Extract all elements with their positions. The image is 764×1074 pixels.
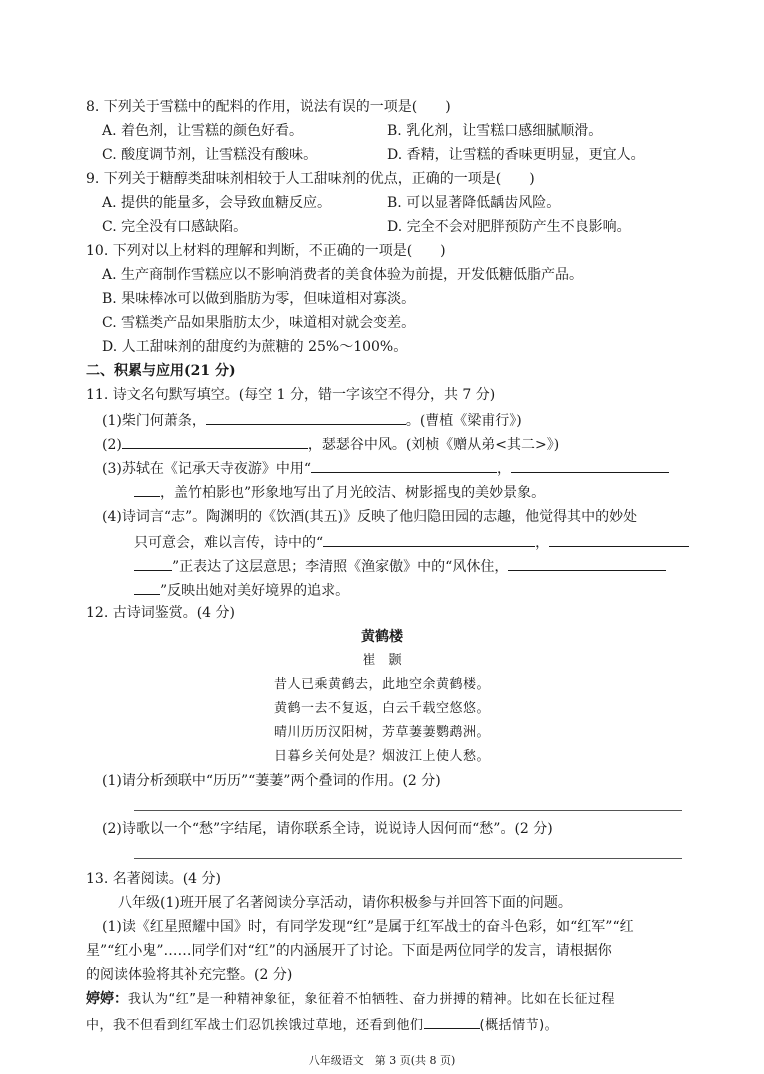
q11-1-text-b: 。(曹植《梁甫行》): [405, 413, 522, 429]
q10-option-c: C. 雪糕类产品如果脂肪太少，味道相对就会变差。: [102, 315, 416, 331]
q10-stem: 10. 下列对以上材料的理解和判断，不正确的一项是( ): [86, 243, 446, 259]
q11-1-text-a: (1)柴门何萧条，: [102, 413, 206, 429]
q11-3-blank-1[interactable]: [311, 458, 497, 473]
q13-tingting-line-1: [86, 990, 615, 1009]
q8-option-d: D. 香精，让雪糕的香味更明显，更宜人。: [387, 147, 645, 163]
q11-2-blank[interactable]: [122, 434, 308, 449]
q13-intro: 八年级(1)班开展了名著阅读分享活动，请你积极参与并回答下面的问题。: [118, 895, 572, 911]
q8-option-a: A. 着色剂，让雪糕的颜色好看。: [102, 123, 304, 139]
q12-sub-2: (2)诗歌以一个“愁”字结尾，请你联系全诗，说说诗人因何而“愁”。(2 分): [102, 821, 553, 837]
q11-4-text-b: 只可意会，难以言传，诗中的“: [134, 535, 324, 551]
q9-stem: 9. 下列关于糖醇类甜味剂相较于人工甜味剂的优点，正确的一项是( ): [86, 171, 535, 187]
q10-option-b: B. 果味棒冰可以做到脂肪为零，但味道相对寡淡。: [102, 291, 416, 307]
q11-item-2: [102, 434, 559, 454]
q13-tingting-text-2b: (概括情节)。: [479, 1018, 559, 1033]
q11-4-blank-3-cont[interactable]: [134, 580, 160, 595]
q12-stem: 12. 古诗词鉴赏。(4 分): [86, 605, 235, 621]
q11-3-text-c: ，盖竹柏影也”形象地写出了月光皎洁、树影摇曳的美妙景象。: [160, 485, 546, 501]
q8-stem: 8. 下列关于雪糕中的配料的作用，说法有误的一项是( ): [86, 99, 451, 115]
q11-item-4-line2: [134, 532, 689, 552]
q11-3-comma: ，: [497, 461, 511, 477]
q9-option-a: A. 提供的能量多，会导致血糖反应。: [102, 195, 332, 211]
q9-option-d: D. 完全不会对肥胖预防产生不良影响。: [387, 219, 631, 235]
q11-2-text-b: ，瑟瑟谷中风。(刘桢《赠从弟<其二>》): [307, 437, 560, 453]
q11-4-comma: ，: [535, 535, 550, 551]
q11-item-3: [102, 458, 669, 478]
q11-4-blank-3[interactable]: [508, 556, 666, 571]
q11-4-text-d: ”正表达了这层意思；李清照《渔家傲》中的“风休住，: [172, 559, 509, 575]
poem-line: 日暮乡关何处是？烟波江上使人愁。: [273, 749, 490, 764]
q10-option-a: A. 生产商制作雪糕应以不影响消费者的美食体验为前提，开发低糖低脂产品。: [102, 267, 584, 283]
q9-option-c: C. 完全没有口感缺陷。: [102, 219, 248, 235]
q11-3-blank-2[interactable]: [511, 458, 669, 473]
q11-item-4-line3: [134, 556, 666, 576]
q8-option-c: C. 酸度调节剂，让雪糕没有酸味。: [102, 147, 318, 163]
q13-stem: 13. 名著阅读。(4 分): [86, 871, 221, 887]
q12-answer-line-1[interactable]: [134, 810, 682, 811]
section-heading: 二、积累与应用(21 分): [86, 363, 236, 379]
q11-4-text-e: ”反映出她对美好境界的追求。: [160, 583, 350, 599]
poem-line: 昔人已乘黄鹤去，此地空余黄鹤楼。: [273, 677, 490, 692]
q11-2-text-a: (2): [102, 437, 122, 453]
q13-tingting-text-2a: 中，我不但看到红军战士们忍饥挨饿过草地，还看到他们: [86, 1018, 424, 1033]
poem-line: 黄鹤一去不复返，白云千载空悠悠。: [273, 701, 490, 716]
q13-blank[interactable]: [424, 1014, 480, 1029]
q11-4-blank-2-cont[interactable]: [134, 556, 172, 571]
q12-answer-line-2[interactable]: [134, 858, 682, 859]
q13-tingting-line-2: [86, 1014, 558, 1035]
q13-para-line-3: 的阅读体验将其补充完整。(2 分): [86, 967, 293, 983]
q13-para-line-2: 星”“红小鬼”……同学们对“红”的内涵展开了讨论。下面是两位同学的发言，请根据你: [86, 943, 612, 959]
q11-stem: 11. 诗文名句默写填空。(每空 1 分，错一字该空不得分，共 7 分): [86, 387, 496, 403]
q11-3-blank-2-cont[interactable]: [134, 482, 160, 497]
q10-option-d: D. 人工甜味剂的甜度约为蔗糖的 25%～100%。: [102, 339, 408, 355]
q11-3-text-a: (3)苏轼在《记承天寺夜游》中用“: [102, 461, 311, 477]
q11-item-4: (4)诗词言“志”。陶渊明的《饮酒(其五)》反映了他归隐田园的志趣，他觉得其中的妙处: [102, 509, 638, 525]
q13-tingting-text-1: 我认为“红”是一种精神象征，象征着不怕牺牲、奋力拼搏的精神。比如在长征过程: [128, 992, 615, 1007]
poem-author: 崔 颢: [362, 653, 402, 668]
q9-option-b: B. 可以显著降低龋齿风险。: [387, 195, 561, 211]
q11-item-1: [102, 410, 522, 430]
q12-sub-1: (1)请分析颈联中“历历”“萋萋”两个叠词的作用。(2 分): [102, 773, 441, 789]
q11-4-blank-1[interactable]: [323, 532, 535, 547]
poem-title: 黄鹤楼: [361, 629, 403, 645]
q11-item-3-cont: [134, 482, 545, 502]
q11-item-4-line4: [134, 580, 349, 600]
q8-option-b: B. 乳化剂，让雪糕口感细腻顺滑。: [387, 123, 603, 139]
poem-line: 晴川历历汉阳树，芳草萋萋鹦鹉洲。: [273, 725, 490, 740]
q11-1-blank[interactable]: [206, 410, 406, 425]
q13-para-line-1: (1)读《红星照耀中国》时，有同学发现“红”是属于红军战士的奋斗色彩，如“红军”“红: [102, 919, 634, 935]
speaker-name: 婷婷：: [86, 991, 128, 1007]
q11-4-blank-2[interactable]: [549, 532, 689, 547]
page-footer: 八年级语文 第 3 页(共 8 页): [308, 1054, 456, 1067]
